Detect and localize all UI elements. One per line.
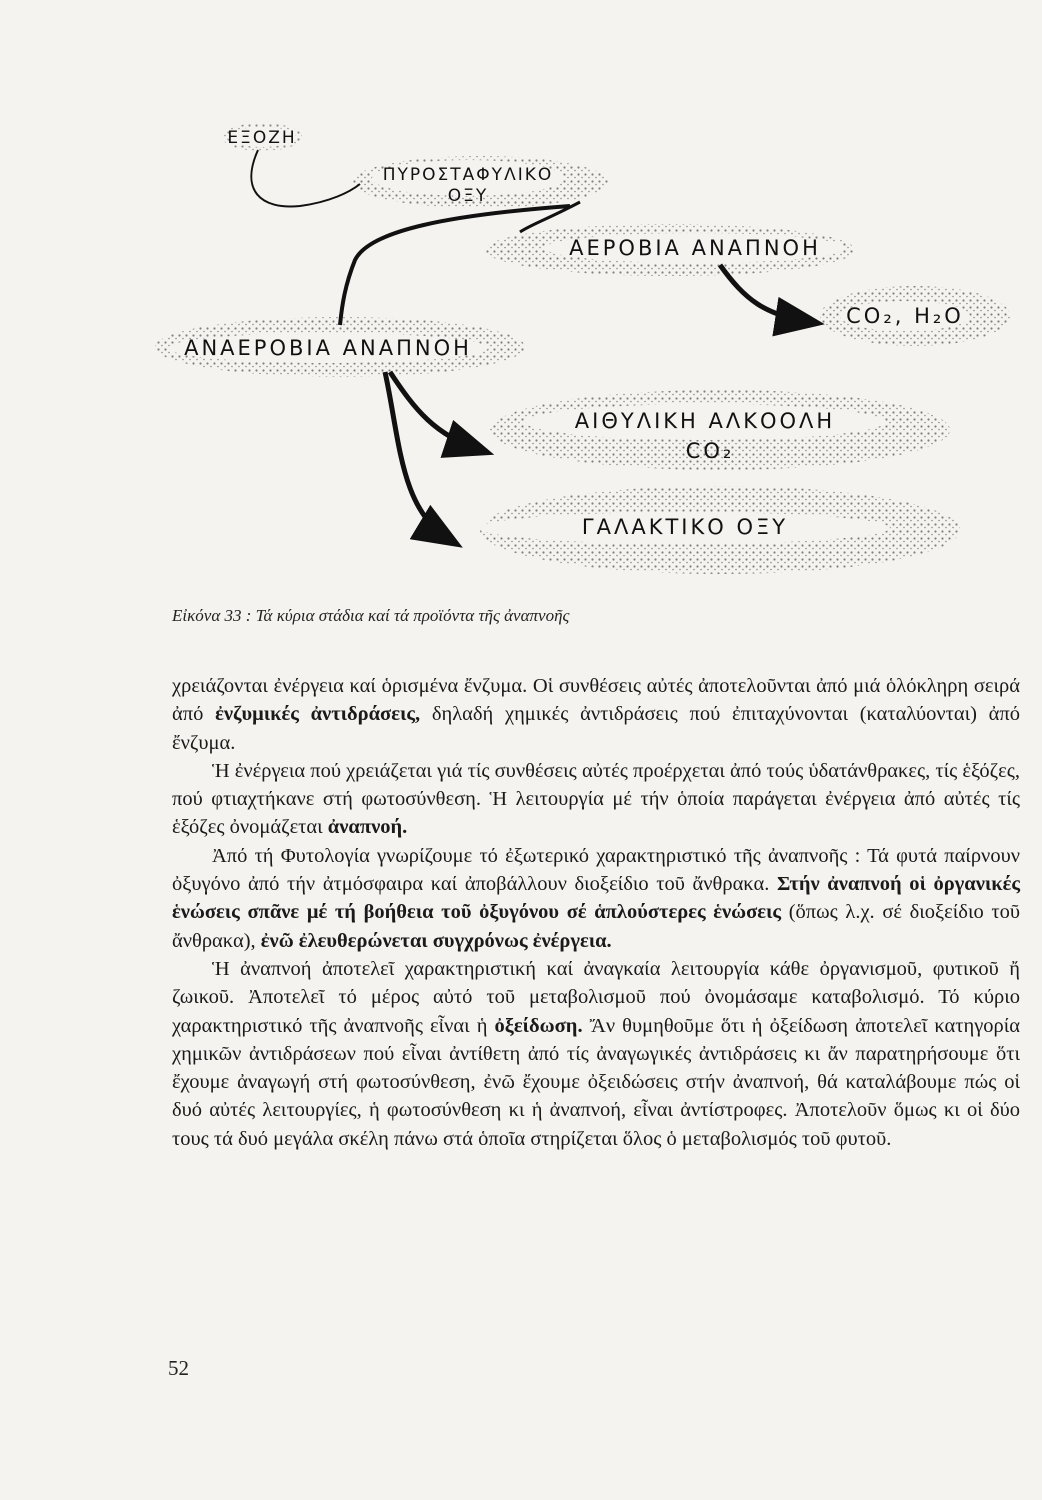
node-anaerobic-respiration [155, 317, 525, 377]
paragraph-1-bold: ἐνζυμικές ἀντιδράσεις, [215, 703, 421, 726]
paragraph-2 [172, 757, 1020, 842]
paragraph-1-text: χρειάζονται ἐνέργεια καί ὁρισμένα ἔνζυμα. Οἱ συνθέσεις αὐτές ἀποτελοῦνται ἀπό μιά ὁλόκληρη σειρά ἀπό [172, 675, 1020, 726]
anaerobic-label: ΑΝΑΕΡΟΒΙΑ ΑΝΑΠΝΟΗ [184, 336, 472, 360]
paragraph-3-text: Ἀπό τή Φυτολογία γνωρίζουμε τό ἐξωτερικό χαρακτηριστικό τῆς ἀναπνοῆς : Τά φυτά παίρνουν ὀξυγόνο ἀπό τήν ἀτμόσφαιρα καί ἀποβάλλουν διοξείδιο τοῦ ἄνθρακα. [172, 844, 1020, 896]
page-number: 52 [168, 1356, 189, 1380]
paragraph-4 [172, 955, 1020, 1153]
lactic-label: ΓΑΛΑΚΤΙΚΟ ΟΞΥ [581, 515, 789, 539]
figure-caption: Εἰκόνα 33 : Τά κύρια στάδια καί τά προϊόντα τῆς ἀναπνοῆς [172, 606, 570, 625]
paragraph-3-bold: Στήν ἀναπνοή οἱ ὀργανικές ἑνώσεις σπᾶνε μέ τή βοήθεια τοῦ ὀξυγόνου σέ ἁπλούστερες ἑνώσεις [172, 873, 1021, 924]
ethanol-label-line1: ΑΙΘΥΛΙΚΗ ΑΛΚΟΟΛΗ [574, 409, 836, 433]
ethanol-label-line2: CO₂ [685, 439, 735, 463]
node-hexose [222, 123, 302, 151]
paragraph-1-end: δηλαδή χημικές ἀντιδράσεις πού ἐπιταχύνονται (καταλύονται) ἀπό ἔνζυμα. [172, 703, 1021, 754]
arrow-anaerobic-lactic [385, 372, 450, 540]
pyruvic-label-line1: ΠΥΡΟΣΤΑΦΥΛΙΚΟ [382, 165, 554, 185]
hexose-label: ΕΞΟΖΗ [227, 128, 297, 148]
node-ethyl-alcohol [490, 390, 950, 470]
node-aerobic-respiration [485, 224, 855, 276]
connector-hexose-pyruvic [251, 150, 360, 207]
paragraph-3 [172, 842, 1020, 955]
paragraph-2-bold: ἀναπνοή. [327, 816, 408, 839]
arrow-anaerobic-ethanol [390, 372, 480, 450]
respiration-diagram [150, 110, 1020, 600]
pyruvic-label-line2: ΟΞΥ [447, 186, 489, 206]
aerobic-label: ΑΕΡΟΒΙΑ ΑΝΑΠΝΟΗ [569, 236, 821, 260]
paragraph-2-text: Ἡ ἐνέργεια πού χρειάζεται γιά τίς συνθέσεις αὐτές προέρχεται ἀπό τούς ὑδατάνθρακες, τίς ἑξόζες, πού φτιαχτήκανε στή φωτοσύνθεση. Ἡ λειτουργία μέ τήν ὁποία παράγεται ἐνέργεια ἀπό αὐτές τίς ἑξόζες ὀνομάζεται [172, 759, 1020, 839]
node-pyruvic-acid [352, 156, 608, 208]
paragraph-4-bold: ὀξείδωση. [494, 1014, 583, 1037]
aerobic-products-label: CO₂, H₂O [846, 304, 964, 328]
node-aerobic-products [820, 286, 1010, 346]
paragraph-3-mid: (ὅπως λ.χ. σέ διοξείδιο τοῦ ἄνθρακα), [172, 901, 1021, 952]
paragraph-1 [172, 672, 1020, 757]
paragraph-4-text: Ἡ ἀναπνοή ἀποτελεῖ χαρακτηριστική καί ἀναγκαία λειτουργία κάθε ὀργανισμοῦ, φυτικοῦ ἤ ζωικοῦ. Ἀποτελεῖ τό μέρος αὐτό τοῦ μεταβολισμοῦ πού ὀνομάσαμε καταβολισμό. Τό κύριο χαρακτηριστικό τῆς ἀναπνοῆς εἶναι ἡ [172, 957, 1020, 1037]
paragraph-4-end: Ἄν θυμηθοῦμε ὅτι ἡ ὀξείδωση ἀποτελεῖ κατηγορία χημικῶν ἀντιδράσεων πού εἶναι ἀντίθετη ἀπό τίς ἀναγωγικές ἀντιδράσεις κι ἄν παρατηρήσουμε ὅτι ἔχουμε ἀναγωγή στή φωτοσύνθεση, ἐνῶ ἔχουμε ὀξειδώσεις στήν ἀναπνοή, θά καταλάβουμε πώς οἱ δυό αὐτές λειτουργίες, ἡ φωτοσύνθεση κι ἡ ἀναπνοή, εἶναι ἀντίστροφες. Ἀποτελοῦν ὅμως κι οἱ δύο τους τά δυό μεγάλα σκέλη πάνω στά ὁποῖα στηρίζεται ὅλος ὁ μεταβολισμός τοῦ φυτοῦ. [172, 1014, 1021, 1150]
body-text [172, 672, 1020, 1153]
paragraph-3-bold2: ἐνῶ ἐλευθερώνεται συγχρόνως ἐνέργεια. [260, 929, 612, 952]
node-lactic-acid [480, 486, 960, 574]
